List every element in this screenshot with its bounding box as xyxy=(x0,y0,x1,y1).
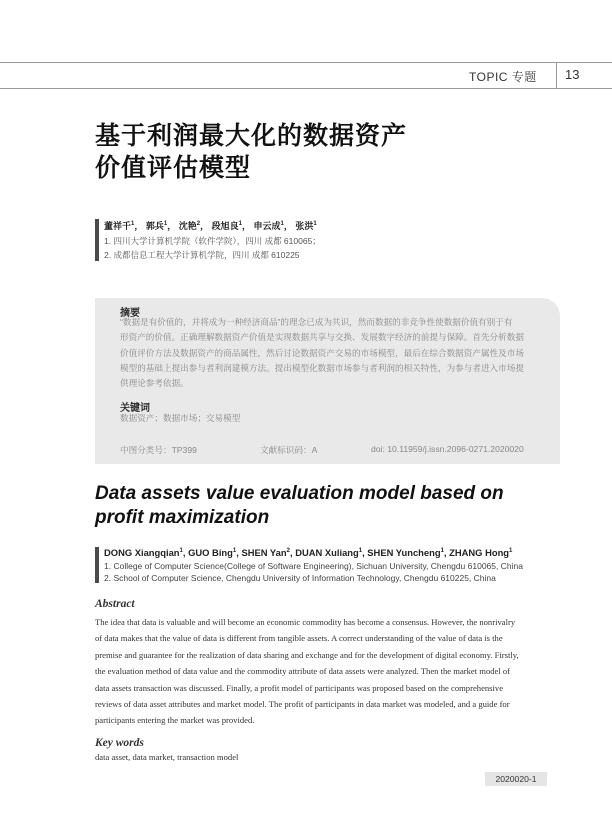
abstract-line: of data makes that the value of data is different from tangible assets. A correct understanding of the value of data is the xyxy=(95,633,503,644)
author-affil-mark: 1 xyxy=(509,547,513,554)
english-keywords: data asset, data market, transaction model xyxy=(95,752,239,762)
author-affil-mark: 1 xyxy=(232,547,237,554)
abstract-line: reviews of data asset attributes and market model. The profit of participants in data market was modeled, and a guide for xyxy=(95,699,510,710)
clc-number: 中图分类号：TP399 xyxy=(120,445,197,455)
author-name: 沈艳 xyxy=(178,221,197,231)
chinese-affiliation-2: 2. 成都信息工程大学计算机学院，四川 成都 610225 xyxy=(104,250,300,260)
chinese-abstract-box xyxy=(95,298,560,464)
chinese-authors: 董祥千$^1$， 郭兵$^1$， 沈艳$^2$， 段旭良$^1$， 申云成$^1$， 张洪$^1$ xyxy=(104,221,317,231)
doi: doi: 10.11959/j.issn.2096-0271.2020020 xyxy=(371,444,524,454)
author-affil-mark: 1 xyxy=(179,547,183,554)
chinese-abstract-text xyxy=(120,315,545,391)
abstract-line: The idea that data is valuable and will become an economic commodity has become a consensus. However, the nonrivalry xyxy=(95,617,516,627)
english-abstract-heading: Abstract xyxy=(95,598,135,610)
author-affil-mark: 1 xyxy=(313,221,317,227)
article-code: 2020020-1 xyxy=(485,772,547,786)
header-topic: TOPIC 专题 xyxy=(469,70,537,84)
chinese-keywords-heading: 关键词 xyxy=(120,403,150,414)
author-affil-mark: 1 xyxy=(440,547,444,554)
chinese-keywords: 数据资产；数据市场；交易模型 xyxy=(120,413,241,423)
author-affil-mark: 1 xyxy=(131,221,135,227)
author-affil-mark: 1 xyxy=(358,547,363,554)
author-affil-mark: 1 xyxy=(163,221,168,227)
author-name: ZHANG Hong xyxy=(449,547,510,558)
english-title xyxy=(95,482,565,530)
author-name: DONG Xiangqian xyxy=(104,547,180,558)
author-affil-mark: 2 xyxy=(286,547,290,554)
header-divider xyxy=(556,62,557,89)
abstract-line: 形资产的价值。正确理解数据资产价值是实现数据共享与交换、发展数字经济的前提与保障。首先分析数据 xyxy=(120,332,524,343)
abstract-line: participants entering the market was provided. xyxy=(95,715,255,726)
english-affiliation-1: 1. College of Computer Science(College of Software Engineering), Sichuan University, Chengdu 610065, China xyxy=(104,561,523,571)
english-abstract-text xyxy=(95,614,547,729)
author-name: 申云成 xyxy=(253,221,281,231)
author-affil-mark: 1 xyxy=(280,221,284,227)
author-name: GUO Bing xyxy=(188,547,233,558)
author-name: 董祥千 xyxy=(104,221,132,231)
english-title-line-2: profit maximization xyxy=(95,507,270,528)
english-keywords-heading: Key words xyxy=(95,737,144,749)
english-title-line-1: Data assets value evaluation model based on xyxy=(95,483,504,504)
english-author-bar xyxy=(95,547,99,583)
abstract-line: 模型的基础上提出参与者利润建模方法。提出模型化数据市场参与者利润的相关特性，为参与者进入市场提 xyxy=(120,362,524,373)
chinese-title-line-1: 基于利润最大化的数据资产 xyxy=(95,122,408,150)
author-name: 段旭良 xyxy=(211,221,239,231)
chinese-affiliation-1: 1. 四川大学计算机学院（软件学院），四川 成都 610065； xyxy=(104,236,321,246)
running-header xyxy=(461,62,612,89)
author-name: 张洪 xyxy=(295,221,314,231)
author-name: SHEN Yuncheng xyxy=(367,547,441,558)
english-authors: DONG Xiangqian$^1$, GUO Bing$^1$, SHEN Yan$^2$, DUAN Xuliang$^1$, SHEN Yuncheng$^1$, ZHANG Hong$^1$ xyxy=(104,547,513,558)
document-code: 文献标识码：A xyxy=(260,445,318,455)
author-name: DUAN Xuliang xyxy=(295,547,359,558)
author-name: 郭兵 xyxy=(145,221,164,231)
chinese-author-bar xyxy=(95,219,99,261)
chinese-title-line-2: 价值评估模型 xyxy=(95,154,252,182)
abstract-line: data assets transaction was discussed. Finally, a profit model of participants was proposed based on the comprehensive xyxy=(95,682,504,693)
page-number: 13 xyxy=(565,67,580,82)
chinese-title xyxy=(95,120,565,184)
author-name: SHEN Yan xyxy=(241,547,287,558)
abstract-line: 供理论参考依据。 xyxy=(120,378,189,389)
author-affil-mark: 2 xyxy=(196,221,201,227)
chinese-abstract-heading: 摘要 xyxy=(120,308,140,319)
abstract-line: the evaluation method of data value and the commodity attribute of data assets were analyzed. Then the market model of xyxy=(95,666,511,677)
abstract-line: 价值评价方法及数据资产的商品属性，然后讨论数据资产交易的市场模型，最后在综合数据资产属性及市场 xyxy=(120,347,524,358)
abstract-line: premise and guarantee for the realization of data sharing and exchange and for the development of digital economy. Firstly, xyxy=(95,649,519,660)
author-affil-mark: 1 xyxy=(238,221,242,227)
abstract-line: “数据是有价值的，并将成为一种经济商品”的理念已成为共识，然而数据的非竞争性使数据价值有别于有 xyxy=(120,317,513,327)
english-affiliation-2: 2. School of Computer Science, Chengdu University of Information Technology, Chengdu 610225, China xyxy=(104,573,496,583)
